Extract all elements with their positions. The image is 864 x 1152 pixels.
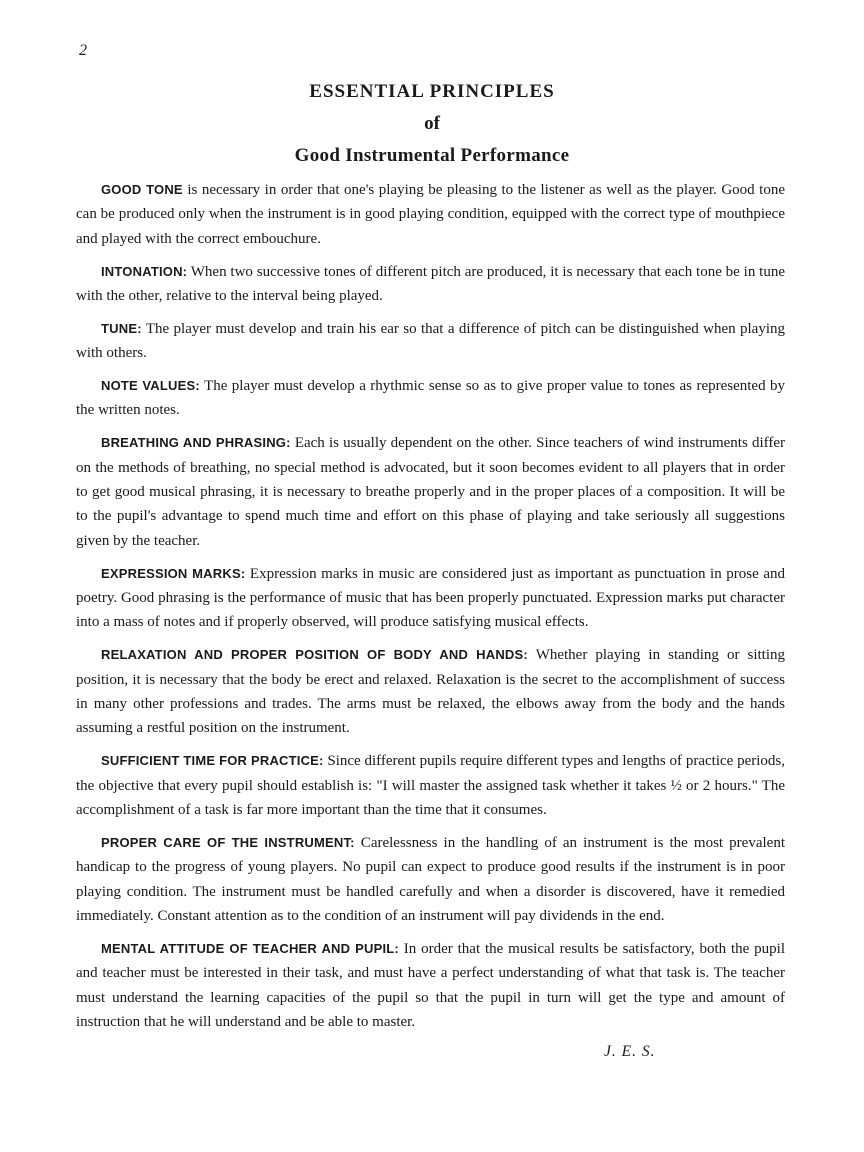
author-signature: J. E. S. — [604, 1043, 656, 1060]
page-title — [0, 76, 864, 172]
paragraph-heading: MENTAL ATTITUDE OF TEACHER AND PUPIL: — [101, 940, 399, 956]
paragraph-text: The player must develop a rhythmic sense so as to give proper value to tones as represented by the written notes. — [76, 378, 785, 419]
paragraph-practice-time — [76, 749, 785, 822]
paragraph-text: Carelessness in the handling of an instrument is the most prevalent handicap to the progress of young players. No pupil can expect to produce good results if the instrument is in poor playing condition. The instrument must be handled carefully and when a disorder is discovered, have it remedied immediately. Constant attention as to the condition of an instrument will pay dividends in the end. — [76, 834, 785, 925]
paragraph-heading: NOTE VALUES: — [101, 378, 200, 394]
paragraph-note-values — [76, 374, 785, 423]
paragraph-text: The player must develop and train his ear so that a difference of pitch can be distinguished when playing with others. — [76, 320, 785, 362]
paragraph-intonation — [76, 260, 785, 309]
title-line-3: Good Instrumental Performance — [294, 145, 570, 166]
paragraph-good-tone — [76, 178, 785, 251]
paragraph-heading: SUFFICIENT TIME FOR PRACTICE: — [101, 753, 324, 769]
page-number: 2 — [79, 42, 87, 59]
paragraph-heading: EXPRESSION MARKS: — [101, 565, 246, 581]
paragraph-heading: RELAXATION AND PROPER POSITION OF BODY AND HANDS: — [101, 647, 528, 663]
paragraph-breathing-phrasing — [76, 431, 785, 553]
paragraph-heading: INTONATION: — [101, 263, 188, 279]
paragraph-text: is necessary in order that one's playing be pleasing to the listener as well as the player. Good tone can be produced only when the instrument is in good playing condition, equipped with the correct type of mouthpiece and played with the correct embouchure. — [76, 182, 786, 247]
paragraph-text: Since different pupils require different types and lengths of practice periods, the objective that every pupil should establish is: "I will master the assigned task whether it takes ½ or 2 hours." The accomplishment of a task is far more important than the time that it consumes. — [76, 753, 786, 819]
title-line-1: ESSENTIAL PRINCIPLES — [309, 81, 555, 102]
paragraph-expression-marks — [76, 562, 785, 635]
paragraph-heading: PROPER CARE OF THE INSTRUMENT: — [101, 834, 355, 850]
title-line-2: of — [424, 113, 440, 134]
paragraph-heading: TUNE: — [101, 320, 142, 336]
paragraph-instrument-care — [76, 831, 785, 929]
paragraph-text: Each is usually dependent on the other. Since teachers of wind instruments differ on the methods of breathing, no special method is advocated, but it soon becomes evident to all players that in order to get good musical phrasing, it is necessary to breathe properly and in the proper places of a composition. It will be to the pupil's advantage to spend much time and effort on this phase of playing and take seriously all suggestions given by the teacher. — [76, 435, 786, 549]
paragraph-tune — [76, 317, 785, 366]
paragraph-text: When two successive tones of different pitch are produced, it is necessary that each tone be in tune with the other, relative to the interval being played. — [76, 263, 785, 305]
principles-body — [76, 178, 785, 1043]
paragraph-text: Expression marks in music are considered just as important as punctuation in prose and poetry. Good phrasing is the performance of music that has been properly punctuated. Expression marks put character into a mass of notes and if properly observed, will produce satisfying musical effects. — [76, 565, 786, 631]
paragraph-relaxation — [76, 643, 785, 741]
paragraph-heading: BREATHING AND PHRASING: — [101, 435, 291, 451]
paragraph-mental-attitude — [76, 937, 785, 1035]
paragraph-text: Whether playing in standing or sitting position, it is necessary that the body be erect and relaxed. Relaxation is the secret to the accomplishment of success in many other professions and trades. The arms must be relaxed, the elbows away from the body and the hands assuming a restful position on the instrument. — [76, 647, 786, 737]
paragraph-heading: GOOD TONE — [101, 182, 183, 197]
paragraph-text: In order that the musical results be satisfactory, both the pupil and teacher must be interested in their task, and must have a perfect understanding of what that task is. The teacher must understand the learning capacities of the pupil so that the pupil in turn will get the type and amount of instruction that he will understand and be able to master. — [76, 940, 785, 1031]
